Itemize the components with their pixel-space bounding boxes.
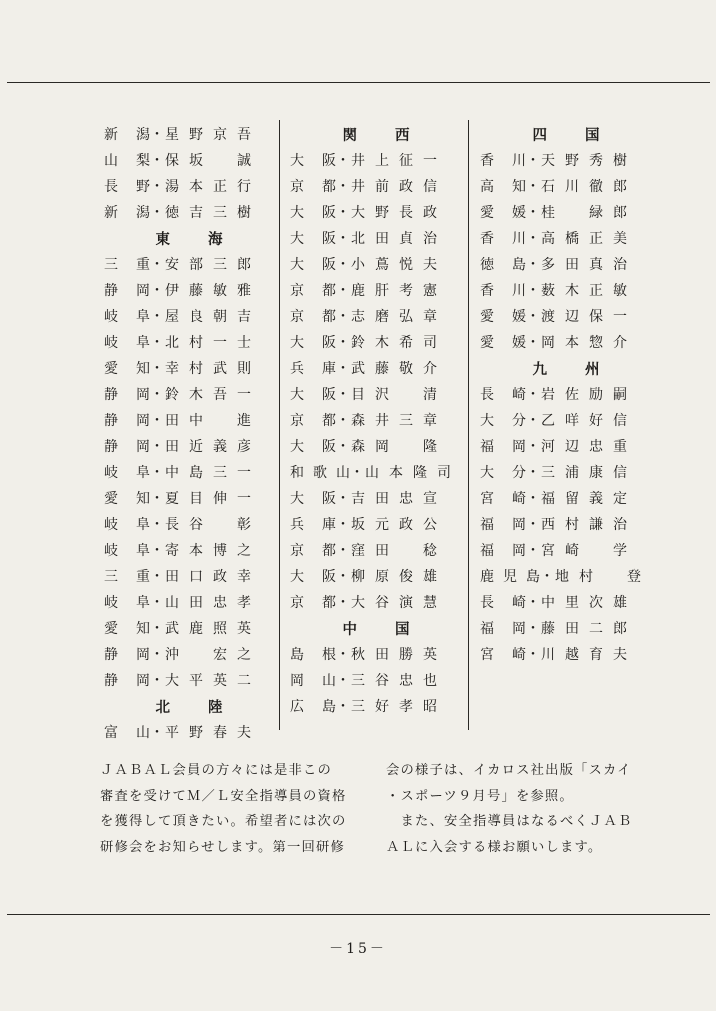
member-name: 徳 吉 三 樹 [165, 205, 251, 221]
separator-dot: ・ [150, 309, 164, 325]
notice-paragraph-right [386, 758, 632, 860]
separator-dot: ・ [526, 335, 540, 351]
member-row [480, 329, 652, 355]
member-row [480, 615, 652, 641]
member-name: 三 好 孝 昭 [351, 699, 437, 715]
member-name: 志 磨 弘 章 [351, 309, 437, 325]
separator-dot: ・ [150, 543, 164, 559]
member-column-3 [480, 121, 652, 667]
separator-dot: ・ [526, 595, 540, 611]
member-name: 寄 本 博 之 [165, 543, 251, 559]
separator-dot: ・ [150, 283, 164, 299]
prefecture: 福 岡 [480, 517, 526, 533]
separator-dot: ・ [336, 283, 350, 299]
member-name: 鈴 木 希 司 [351, 335, 437, 351]
member-name: 天 野 秀 樹 [541, 153, 627, 169]
member-name: 岩 佐 励 嗣 [541, 387, 627, 403]
member-row [480, 199, 652, 225]
prefecture: 岐 阜 [104, 517, 150, 533]
member-name: 窪 田 稔 [351, 543, 437, 559]
separator-dot: ・ [336, 231, 350, 247]
separator-dot: ・ [150, 205, 164, 221]
member-row [290, 173, 462, 199]
member-row [290, 277, 462, 303]
region-heading-text: 四 国 [532, 126, 600, 144]
prefecture: 福 岡 [480, 439, 526, 455]
separator-dot: ・ [526, 647, 540, 663]
member-row [104, 719, 274, 745]
member-name: 桂 緑 郎 [541, 205, 627, 221]
prefecture: 大 阪 [290, 569, 336, 585]
prefecture: 岐 阜 [104, 543, 150, 559]
separator-dot: ・ [336, 673, 350, 689]
member-name: 井 前 政 信 [351, 179, 437, 195]
member-name: 安 部 三 郎 [165, 257, 251, 273]
prefecture: 大 阪 [290, 491, 336, 507]
region-heading-text: 北 陸 [155, 698, 223, 716]
separator-dot: ・ [526, 153, 540, 169]
member-name: 沖 宏 之 [165, 647, 251, 663]
separator-dot: ・ [336, 179, 350, 195]
prefecture: 三 重 [104, 257, 150, 273]
member-row [104, 589, 274, 615]
region-heading [104, 225, 274, 251]
member-row [480, 303, 652, 329]
separator-dot: ・ [150, 621, 164, 637]
prefecture: 愛 媛 [480, 335, 526, 351]
member-row [104, 173, 274, 199]
prefecture: 広 島 [290, 699, 336, 715]
prefecture: 京 都 [290, 309, 336, 325]
prefecture: 大 阪 [290, 335, 336, 351]
prefecture: 島 根 [290, 647, 336, 663]
separator-dot: ・ [526, 387, 540, 403]
member-name: 大 平 英 二 [165, 673, 251, 689]
member-row [104, 511, 274, 537]
prefecture: 香 川 [480, 153, 526, 169]
member-row [290, 329, 462, 355]
separator-dot: ・ [526, 231, 540, 247]
separator-dot: ・ [336, 699, 350, 715]
separator-dot: ・ [336, 153, 350, 169]
member-row [290, 199, 462, 225]
member-name: 武 鹿 照 英 [165, 621, 251, 637]
prefecture: 静 岡 [104, 647, 150, 663]
member-row [290, 251, 462, 277]
prefecture: 岐 阜 [104, 309, 150, 325]
member-row [480, 277, 652, 303]
member-row [290, 511, 462, 537]
member-row [104, 355, 274, 381]
member-name: 森 井 三 章 [351, 413, 437, 429]
prefecture: 大 阪 [290, 257, 336, 273]
member-row [290, 693, 462, 719]
separator-dot: ・ [150, 127, 164, 143]
member-row [290, 433, 462, 459]
member-name: 長 谷 彰 [165, 517, 251, 533]
member-row [104, 563, 274, 589]
separator-dot: ・ [526, 439, 540, 455]
separator-dot: ・ [336, 257, 350, 273]
member-row [104, 641, 274, 667]
member-name: 川 越 育 夫 [541, 647, 627, 663]
prefecture: 愛 媛 [480, 309, 526, 325]
member-name: 柳 原 俊 雄 [351, 569, 437, 585]
member-row [480, 381, 652, 407]
member-row [104, 251, 274, 277]
member-name: 中 里 次 雄 [541, 595, 627, 611]
region-heading [480, 355, 652, 381]
prefecture: 大 阪 [290, 387, 336, 403]
prefecture: 岐 阜 [104, 335, 150, 351]
separator-dot: ・ [150, 361, 164, 377]
member-name: 山 田 忠 孝 [165, 595, 251, 611]
prefecture: 兵 庫 [290, 361, 336, 377]
member-name: 地 村 登 [555, 569, 641, 585]
prefecture: 香 川 [480, 231, 526, 247]
separator-dot: ・ [336, 491, 350, 507]
separator-dot: ・ [350, 465, 364, 481]
member-row [480, 251, 652, 277]
prefecture: 宮 崎 [480, 491, 526, 507]
separator-dot: ・ [336, 387, 350, 403]
paragraph-line: を獲得して頂きたい。希望者には次の [100, 814, 347, 829]
prefecture: 愛 知 [104, 491, 150, 507]
separator-dot: ・ [150, 153, 164, 169]
member-row [480, 641, 652, 667]
member-row [104, 303, 274, 329]
member-name: 藤 田 二 郎 [541, 621, 627, 637]
paragraph-line: 研修会をお知らせします。第一回研修 [100, 839, 345, 855]
member-name: 吉 田 忠 宣 [351, 491, 437, 507]
separator-dot: ・ [150, 647, 164, 663]
member-row [480, 511, 652, 537]
prefecture: 岐 阜 [104, 465, 150, 481]
separator-dot: ・ [526, 283, 540, 299]
member-name: 北 村 一 士 [165, 335, 251, 351]
separator-dot: ・ [336, 543, 350, 559]
member-name: 目 沢 清 [351, 387, 437, 403]
paragraph-line: 審査を受けてＭ／Ｌ安全指導員の資格 [100, 788, 347, 804]
member-row [290, 667, 462, 693]
member-row [480, 563, 652, 589]
prefecture: 静 岡 [104, 387, 150, 403]
member-row [290, 459, 462, 485]
member-name: 夏 目 伸 一 [165, 491, 251, 507]
member-row [104, 329, 274, 355]
prefecture: 愛 媛 [480, 205, 526, 221]
member-row [104, 459, 274, 485]
member-name: 岡 本 惣 介 [541, 335, 627, 351]
prefecture: 長 崎 [480, 387, 526, 403]
member-name: 山 本 隆 司 [365, 465, 451, 481]
separator-dot: ・ [150, 257, 164, 273]
separator-dot: ・ [150, 179, 164, 195]
member-name: 高 橋 正 美 [541, 231, 627, 247]
member-column-2 [290, 121, 462, 719]
member-name: 屋 良 朝 吉 [165, 309, 251, 325]
member-name: 田 中 進 [165, 413, 251, 429]
member-name: 大 谷 演 慧 [351, 595, 437, 611]
prefecture: 福 岡 [480, 621, 526, 637]
paragraph-line: ・スポーツ９月号」を参照。 [386, 788, 574, 804]
prefecture: 静 岡 [104, 413, 150, 429]
member-name: 中 島 三 一 [165, 465, 251, 481]
member-row [290, 407, 462, 433]
member-row [290, 641, 462, 667]
separator-dot: ・ [336, 569, 350, 585]
member-row [480, 537, 652, 563]
member-row [104, 381, 274, 407]
region-heading [290, 615, 462, 641]
prefecture: 静 岡 [104, 283, 150, 299]
separator-dot: ・ [526, 257, 540, 273]
separator-dot: ・ [336, 439, 350, 455]
member-name: 平 野 春 夫 [165, 725, 251, 741]
separator-dot: ・ [150, 413, 164, 429]
member-name: 三 谷 忠 也 [351, 673, 437, 689]
member-name: 坂 元 政 公 [351, 517, 437, 533]
separator-dot: ・ [336, 595, 350, 611]
prefecture: 京 都 [290, 543, 336, 559]
prefecture: 高 知 [480, 179, 526, 195]
member-row [480, 147, 652, 173]
region-heading-text: 東 海 [155, 230, 223, 248]
member-name: 保 坂 誠 [165, 153, 251, 169]
separator-dot: ・ [150, 335, 164, 351]
prefecture: 京 都 [290, 413, 336, 429]
prefecture: 和 歌 山 [290, 465, 350, 481]
separator-dot: ・ [150, 491, 164, 507]
separator-dot: ・ [526, 413, 540, 429]
column-divider-2 [468, 120, 469, 730]
member-name: 湯 本 正 行 [165, 179, 251, 195]
member-name: 石 川 徹 郎 [541, 179, 627, 195]
member-name: 福 留 義 定 [541, 491, 627, 507]
prefecture: 長 崎 [480, 595, 526, 611]
prefecture: 京 都 [290, 283, 336, 299]
region-heading [480, 121, 652, 147]
prefecture: 静 岡 [104, 439, 150, 455]
region-heading [290, 121, 462, 147]
separator-dot: ・ [526, 465, 540, 481]
prefecture: 香 川 [480, 283, 526, 299]
member-name: 薮 木 正 敏 [541, 283, 627, 299]
member-name: 大 野 長 政 [351, 205, 437, 221]
prefecture: 京 都 [290, 179, 336, 195]
member-name: 武 藤 敬 介 [351, 361, 437, 377]
paragraph-line: また、安全指導員はなるべくＪＡＢ [386, 814, 633, 829]
member-name: 西 村 謙 治 [541, 517, 627, 533]
member-name: 宮 崎 学 [541, 543, 627, 559]
member-row [290, 225, 462, 251]
region-heading-text: 関 西 [342, 126, 410, 144]
member-row [104, 407, 274, 433]
page-number: －15－ [329, 941, 387, 957]
member-name: 河 辺 忠 重 [541, 439, 627, 455]
prefecture: 長 野 [104, 179, 150, 195]
member-row [290, 485, 462, 511]
prefecture: 大 阪 [290, 439, 336, 455]
prefecture: 静 岡 [104, 673, 150, 689]
member-row [480, 433, 652, 459]
member-name: 田 近 義 彦 [165, 439, 251, 455]
separator-dot: ・ [150, 725, 164, 741]
member-name: 多 田 真 治 [541, 257, 627, 273]
region-heading-text: 九 州 [532, 360, 600, 378]
prefecture: 福 岡 [480, 543, 526, 559]
member-name: 鹿 肝 考 憲 [351, 283, 437, 299]
prefecture: 大 分 [480, 465, 526, 481]
separator-dot: ・ [526, 543, 540, 559]
member-name: 三 浦 康 信 [541, 465, 627, 481]
prefecture: 宮 崎 [480, 647, 526, 663]
member-row [480, 407, 652, 433]
member-name: 井 上 征 一 [351, 153, 437, 169]
prefecture: 新 潟 [104, 205, 150, 221]
separator-dot: ・ [336, 309, 350, 325]
separator-dot: ・ [336, 413, 350, 429]
separator-dot: ・ [150, 595, 164, 611]
separator-dot: ・ [150, 517, 164, 533]
member-row [480, 589, 652, 615]
prefecture: 大 阪 [290, 231, 336, 247]
separator-dot: ・ [526, 205, 540, 221]
separator-dot: ・ [150, 387, 164, 403]
member-name: 星 野 京 吾 [165, 127, 251, 143]
member-row [480, 485, 652, 511]
prefecture: 愛 知 [104, 621, 150, 637]
paragraph-line: 会の様子は、イカロス社出版「スカイ [386, 763, 632, 778]
member-name: 北 田 貞 治 [351, 231, 437, 247]
member-row [290, 355, 462, 381]
member-column-1 [104, 121, 274, 745]
prefecture: 大 阪 [290, 153, 336, 169]
member-row [290, 589, 462, 615]
separator-dot: ・ [150, 439, 164, 455]
separator-dot: ・ [150, 673, 164, 689]
separator-dot: ・ [336, 335, 350, 351]
region-heading [104, 693, 274, 719]
prefecture: 京 都 [290, 595, 336, 611]
member-row [290, 563, 462, 589]
prefecture: 岐 阜 [104, 595, 150, 611]
separator-dot: ・ [526, 491, 540, 507]
member-row [104, 147, 274, 173]
member-row [104, 433, 274, 459]
member-name: 幸 村 武 則 [165, 361, 251, 377]
member-row [290, 303, 462, 329]
member-row [480, 173, 652, 199]
separator-dot: ・ [526, 179, 540, 195]
prefecture: 大 阪 [290, 205, 336, 221]
member-row [104, 121, 274, 147]
notice-paragraph-left [100, 758, 346, 860]
separator-dot: ・ [336, 205, 350, 221]
prefecture: 兵 庫 [290, 517, 336, 533]
paragraph-line: ＡＬに入会する様お願いします。 [386, 839, 603, 855]
prefecture: 鹿 児 島 [480, 569, 540, 585]
member-name: 森 岡 隆 [351, 439, 437, 455]
member-name: 乙 咩 好 信 [541, 413, 627, 429]
member-row [290, 537, 462, 563]
member-name: 秋 田 勝 英 [351, 647, 437, 663]
member-row [104, 485, 274, 511]
separator-dot: ・ [150, 465, 164, 481]
prefecture: 大 分 [480, 413, 526, 429]
member-row [480, 225, 652, 251]
separator-dot: ・ [336, 517, 350, 533]
member-row [290, 381, 462, 407]
member-name: 渡 辺 保 一 [541, 309, 627, 325]
separator-dot: ・ [540, 569, 554, 585]
separator-dot: ・ [526, 517, 540, 533]
prefecture: 岡 山 [290, 673, 336, 689]
prefecture: 新 潟 [104, 127, 150, 143]
prefecture: 徳 島 [480, 257, 526, 273]
member-name: 鈴 木 吾 一 [165, 387, 251, 403]
prefecture: 富 山 [104, 725, 150, 741]
separator-dot: ・ [526, 309, 540, 325]
separator-dot: ・ [526, 621, 540, 637]
member-row [104, 615, 274, 641]
member-row [290, 147, 462, 173]
separator-dot: ・ [336, 647, 350, 663]
member-name: 伊 藤 敏 雅 [165, 283, 251, 299]
prefecture: 三 重 [104, 569, 150, 585]
member-row [104, 199, 274, 225]
paragraph-line: ＪＡＢＡＬ会員の方々には是非この [100, 763, 332, 778]
prefecture: 山 梨 [104, 153, 150, 169]
column-divider-1 [279, 120, 280, 730]
separator-dot: ・ [336, 361, 350, 377]
separator-dot: ・ [150, 569, 164, 585]
region-heading-text: 中 国 [342, 620, 410, 638]
prefecture: 愛 知 [104, 361, 150, 377]
member-row [480, 459, 652, 485]
member-name: 小 蔦 悦 夫 [351, 257, 437, 273]
member-name: 田 口 政 幸 [165, 569, 251, 585]
member-row [104, 667, 274, 693]
member-row [104, 537, 274, 563]
member-row [104, 277, 274, 303]
